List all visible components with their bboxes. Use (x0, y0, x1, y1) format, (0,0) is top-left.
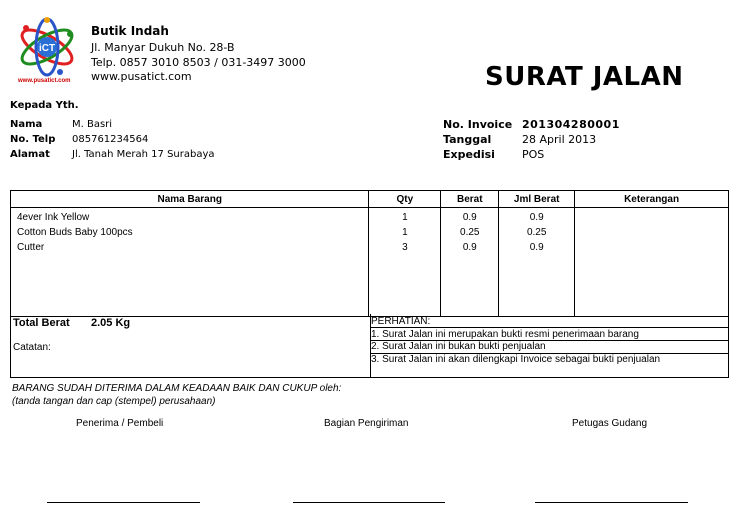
shipping-method: POS (522, 148, 545, 161)
signature-label-shipping: Bagian Pengiriman (324, 418, 409, 429)
item-names-cell (11, 208, 369, 317)
col-header-weight: Berat (441, 191, 499, 208)
store-website: www.pusatict.com (91, 70, 192, 83)
svg-text:iCT: iCT (38, 43, 56, 54)
table-row-weight: 0.9 (462, 212, 477, 223)
table-row-total-weight: 0.25 (526, 227, 547, 238)
table-row-note (575, 225, 728, 240)
attention-heading: PERHATIAN: (371, 316, 431, 327)
store-name: Butik Indah (91, 24, 169, 38)
company-logo (14, 14, 80, 86)
date-label: Tanggal (443, 133, 492, 146)
receipt-statement: BARANG SUDAH DITERIMA DALAM KEADAAN BAIK DAN CUKUP oleh: (12, 383, 342, 394)
signature-label-receiver: Penerima / Pembeli (76, 418, 164, 429)
attention-item: 2. Surat Jalan ini bukan bukti penjualan (371, 341, 546, 352)
recipient-name: M. Basri (72, 119, 113, 130)
signature-line-receiver (47, 502, 200, 503)
shipping-label: Expedisi (443, 148, 495, 161)
col-header-total-weight: Jml Berat (499, 191, 575, 208)
total-weight-cell (499, 208, 575, 317)
table-row-total-weight: 0.9 (529, 242, 544, 253)
invoice-no-label: No. Invoice (443, 118, 513, 131)
summary-box (10, 314, 729, 378)
table-row-weight: 0.9 (462, 242, 477, 253)
weight-cell (441, 208, 499, 317)
col-header-note: Keterangan (575, 191, 729, 208)
table-row-total-weight: 0.9 (529, 212, 544, 223)
table-row-name: Cutter (17, 242, 45, 253)
signature-label-warehouse: Petugas Gudang (572, 418, 648, 429)
document-title: SURAT JALAN (485, 62, 684, 92)
table-row-name: Cotton Buds Baby 100pcs (17, 227, 133, 238)
address-label: Alamat (10, 149, 50, 160)
recipient-phone: 085761234564 (72, 134, 149, 145)
attention-item: 3. Surat Jalan ini akan dilengkapi Invoice sebagai bukti penjualan (371, 354, 661, 365)
receipt-instruction: (tanda tangan dan cap (stempel) perusahaan) (12, 396, 216, 407)
recipient-heading: Kepada Yth. (10, 100, 79, 111)
table-row-qty: 1 (402, 227, 408, 238)
signature-line-warehouse (535, 502, 688, 503)
total-weight-label: Total Berat (13, 317, 70, 329)
note-cell (575, 208, 729, 317)
qty-cell (369, 208, 441, 317)
notes-label: Catatan: (13, 342, 51, 353)
table-row-qty: 3 (402, 242, 408, 253)
total-weight-value: 2.05 Kg (91, 317, 131, 329)
name-label: Nama (10, 119, 43, 130)
attention-item: 1. Surat Jalan ini merupakan bukti resmi penerimaan barang (371, 329, 639, 340)
attention-rule (370, 340, 728, 341)
attention-rule (370, 353, 728, 354)
items-table (10, 190, 729, 317)
store-address: Jl. Manyar Dukuh No. 28-B (91, 41, 235, 54)
table-row-weight: 0.25 (460, 227, 480, 238)
table-row-name: 4ever Ink Yellow (17, 212, 90, 223)
store-phone: Telp. 0857 3010 8503 / 031-3497 3000 (91, 56, 306, 69)
table-row-note (575, 210, 728, 225)
logo-caption: www.pusatict.com (18, 78, 71, 84)
recipient-address: Jl. Tanah Merah 17 Surabaya (72, 149, 215, 160)
invoice-no: 201304280001 (522, 118, 620, 131)
invoice-date: 28 April 2013 (522, 133, 597, 146)
table-row-note (575, 240, 728, 255)
signature-line-shipping (293, 502, 445, 503)
phone-label: No. Telp (10, 134, 56, 145)
col-header-item: Nama Barang (11, 191, 369, 208)
col-header-qty: Qty (369, 191, 441, 208)
attention-rule (370, 327, 728, 328)
table-row-qty: 1 (402, 212, 408, 223)
